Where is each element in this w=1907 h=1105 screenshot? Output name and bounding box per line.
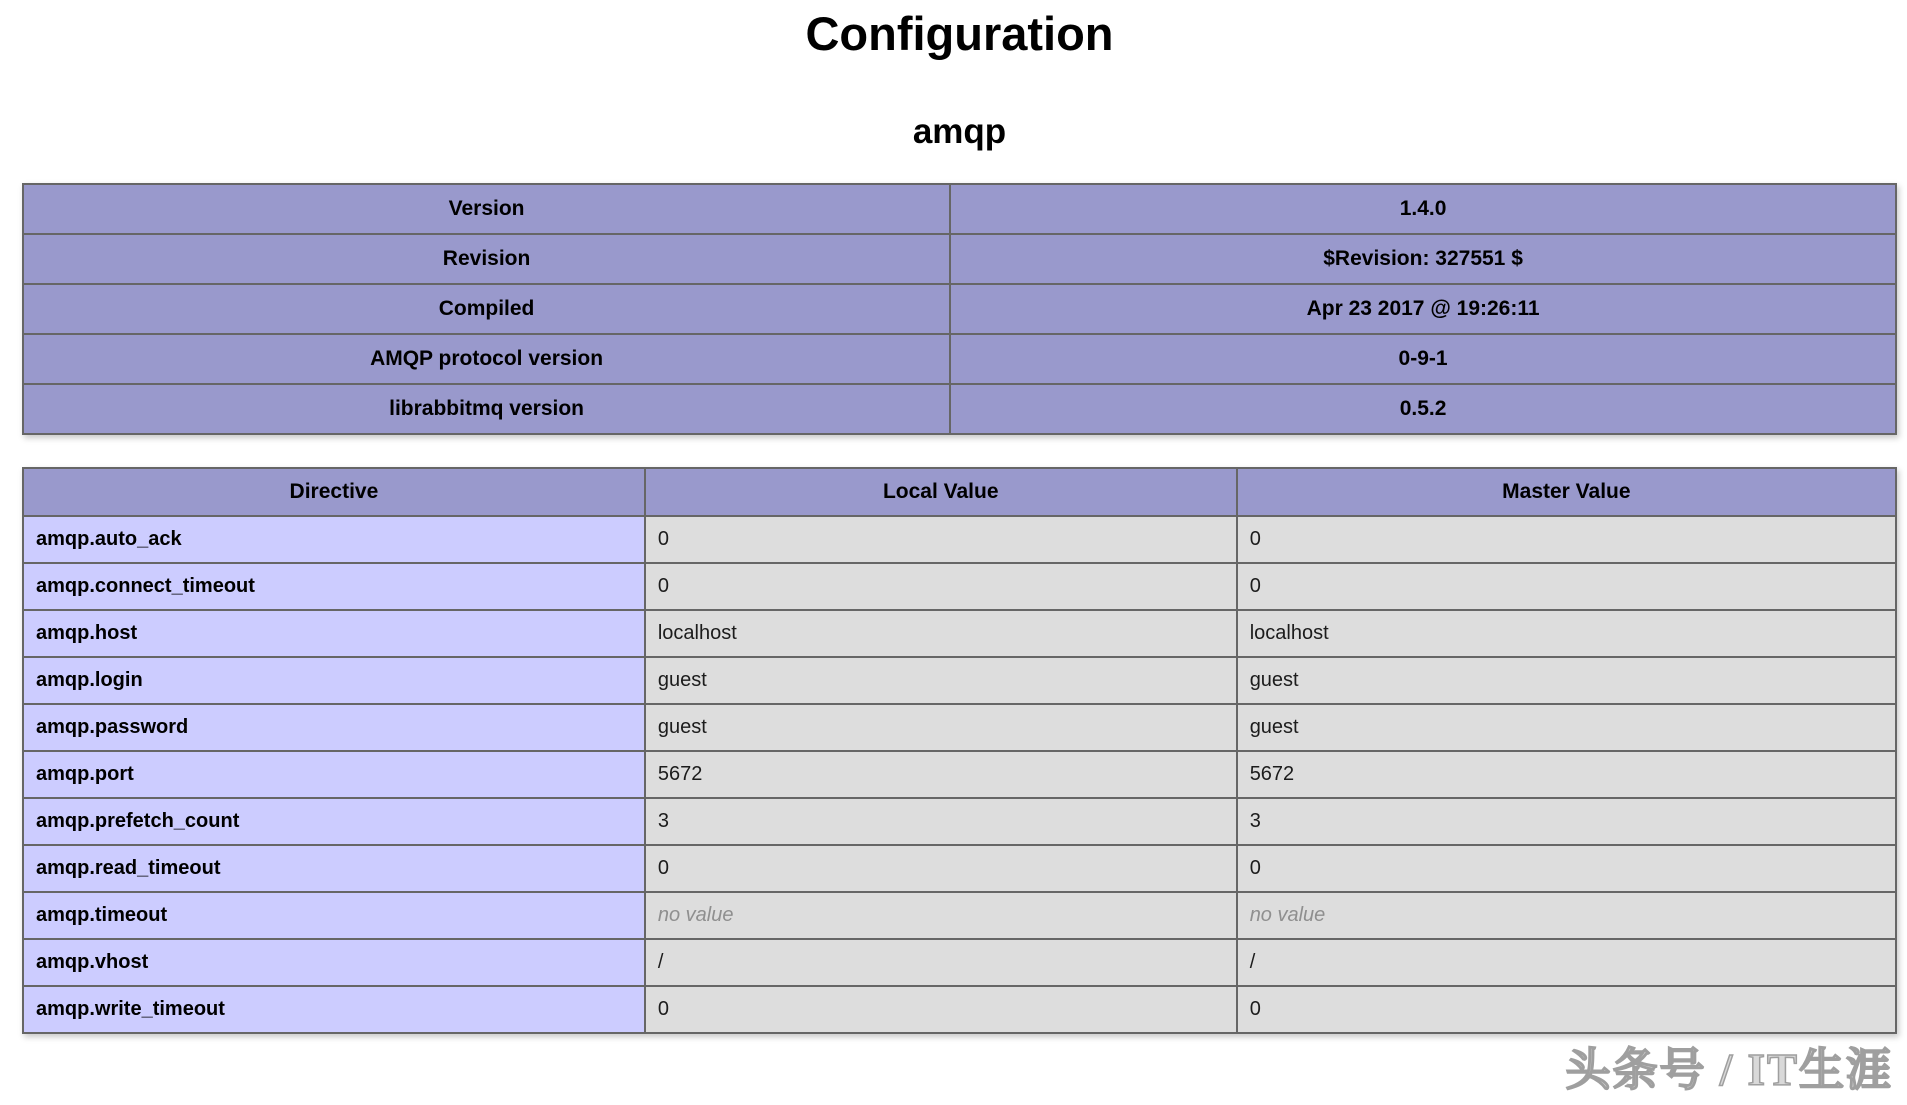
directive-row <box>23 845 1896 892</box>
directive-name-cell: amqp.host <box>23 610 645 657</box>
master-value-cell: / <box>1237 939 1896 986</box>
master-value-cell: localhost <box>1237 610 1896 657</box>
column-header-local-value: Local Value <box>645 468 1237 516</box>
directive-name-cell: amqp.password <box>23 704 645 751</box>
module-info-row <box>23 184 1896 234</box>
directive-row <box>23 704 1896 751</box>
site-watermark: 头条号 / IT生涯 <box>1565 1045 1893 1095</box>
local-value-cell: 0 <box>645 986 1237 1033</box>
module-info-value: 0.5.2 <box>950 384 1896 434</box>
directive-name-cell: amqp.port <box>23 751 645 798</box>
column-header-master-value: Master Value <box>1237 468 1896 516</box>
directive-row <box>23 516 1896 563</box>
directive-name-cell: amqp.login <box>23 657 645 704</box>
master-value-cell: no value <box>1237 892 1896 939</box>
directive-row <box>23 939 1896 986</box>
directive-row <box>23 798 1896 845</box>
module-info-value: $Revision: 327551 $ <box>950 234 1896 284</box>
local-value-cell: 0 <box>645 845 1237 892</box>
directive-name-cell: amqp.connect_timeout <box>23 563 645 610</box>
module-info-row <box>23 334 1896 384</box>
module-info-label: AMQP protocol version <box>23 334 950 384</box>
module-info-label: Version <box>23 184 950 234</box>
directive-row <box>23 986 1896 1033</box>
local-value-cell: localhost <box>645 610 1237 657</box>
module-info-label: Revision <box>23 234 950 284</box>
directive-name-cell: amqp.prefetch_count <box>23 798 645 845</box>
directive-name-cell: amqp.auto_ack <box>23 516 645 563</box>
directives-table <box>22 467 1897 1034</box>
directives-header-row <box>23 468 1896 516</box>
directive-name-cell: amqp.timeout <box>23 892 645 939</box>
local-value-cell: guest <box>645 657 1237 704</box>
master-value-cell: 3 <box>1237 798 1896 845</box>
directive-row <box>23 657 1896 704</box>
directive-row <box>23 610 1896 657</box>
master-value-cell: 0 <box>1237 845 1896 892</box>
directive-name-cell: amqp.vhost <box>23 939 645 986</box>
local-value-cell: guest <box>645 704 1237 751</box>
local-value-cell: 0 <box>645 516 1237 563</box>
module-info-value: Apr 23 2017 @ 19:26:11 <box>950 284 1896 334</box>
master-value-cell: 0 <box>1237 563 1896 610</box>
directive-name-cell: amqp.read_timeout <box>23 845 645 892</box>
directive-row <box>23 751 1896 798</box>
master-value-cell: guest <box>1237 704 1896 751</box>
module-info-table <box>22 183 1897 435</box>
module-name-heading: amqp <box>912 112 1007 152</box>
column-header-directive: Directive <box>23 468 645 516</box>
module-info-row <box>23 284 1896 334</box>
local-value-cell: 0 <box>645 563 1237 610</box>
master-value-cell: 0 <box>1237 516 1896 563</box>
module-info-label: Compiled <box>23 284 950 334</box>
local-value-cell: 3 <box>645 798 1237 845</box>
local-value-cell: / <box>645 939 1237 986</box>
master-value-cell: 0 <box>1237 986 1896 1033</box>
module-info-label: librabbitmq version <box>23 384 950 434</box>
phpinfo-configuration-page <box>22 6 1897 1095</box>
module-info-value: 0-9-1 <box>950 334 1896 384</box>
module-info-row <box>23 234 1896 284</box>
local-value-cell: no value <box>645 892 1237 939</box>
module-info-row <box>23 384 1896 434</box>
master-value-cell: 5672 <box>1237 751 1896 798</box>
directive-name-cell: amqp.write_timeout <box>23 986 645 1033</box>
local-value-cell: 5672 <box>645 751 1237 798</box>
directive-row <box>23 892 1896 939</box>
directive-row <box>23 563 1896 610</box>
module-info-value: 1.4.0 <box>950 184 1896 234</box>
page-title: Configuration <box>805 7 1114 60</box>
master-value-cell: guest <box>1237 657 1896 704</box>
